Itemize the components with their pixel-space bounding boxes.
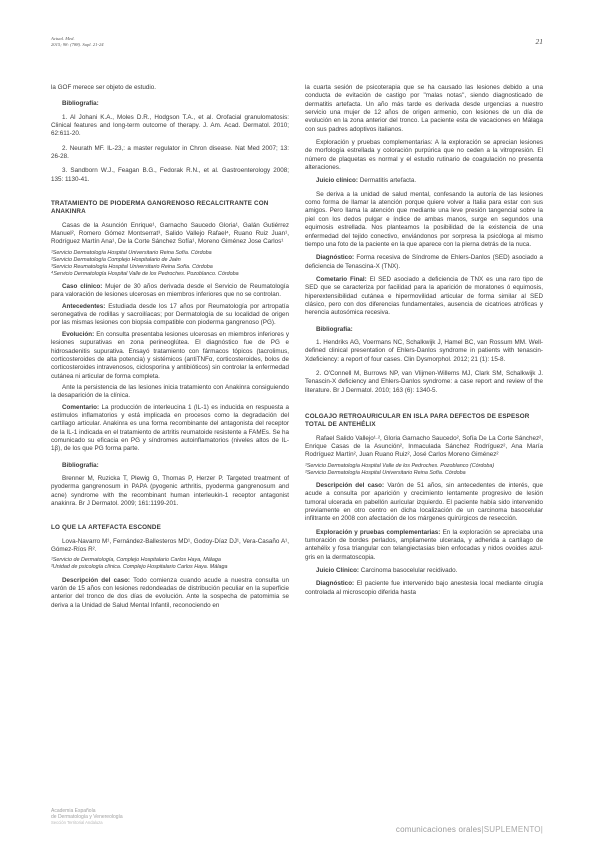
persistencia-paragraph: Ante la persistencia de las lesiones inicia tratamiento con Anakinra consiguiendo la desaparición de la clínica. [51,383,289,400]
running-header [51,36,104,47]
affiliation: ²Servicio Dermatología Hospital Universitario Reina Sofía. Córdoba [305,469,466,476]
page-number: 21 [535,37,543,46]
article-title: LO QUE LA ARTEFACTA ESCONDE [51,524,161,532]
juicio-paragraph: Juicio clínico: Dermatitis artefacta. [316,177,417,185]
footer-section-text: comunicaciones orales [395,825,482,834]
comentario-final-paragraph: Cometario Final: El SED asociado a deficiencia de TNX es una raro tipo de SED que se caracteriza por facilidad para la aparición de moratones ó equimosis, hiperextensibilidad cutánea e hipermovilidad articular de forma similar al SED clásico, pero con dos diferencias fundamentales, ausencia de cicatrices atróficas y herencia autosómica recesiva. [305,275,543,317]
reference: Brenner M, Ruzicka T, Plewig G, Thomas P, Herzer P. Targeted treatment of pyoderma gangrenosum in PAPA (pyogenic arthritis, pyoderma gangrenosum and acne) syndrome with the recombinant human interleukin-1 receptor antagonist anakinra. Br J Dermatol. 2009; 161:1199-201. [51,474,289,507]
section-lead: Comentario: [62,403,100,411]
section-lead: Juicio Clínico: [316,566,360,574]
footer-bracket: | [481,825,484,834]
right-column [305,84,543,600]
journal-volume: 2015; 98: (788). Supl. 21-24 [51,41,104,47]
section-lead: Antecedentes: [62,302,106,310]
section-lead: Diagnóstico: [316,580,355,588]
section-lead: Descripción del caso: [62,576,131,584]
article-authors: Rafael Salido Vallejo¹·², Gloria Garnacho Saucedo², Sofía De La Corte Sánchez², Enrique Casas de la Asunción², Inmaculada Sánchez Rodríguez², Ana María Rodríguez Martín², Juan Ruano Ruiz², José Carlos Moreno Giménez² [305,434,543,459]
section-lead: Exploración y pruebas complementarias: [316,528,441,536]
section-lead: Juicio clínico: [316,177,358,185]
descripcion-paragraph: Descripción del caso: Todo comienza cuando acude a nuestra consulta un varón de 15 años con lesiones redondeadas de distribución peculiar en la superficie anterior del tronco de dos días de evolución. Ante la sospecha de patomimia se deriva a la Unidad de Salud Mental Infantil, reconociendo en [51,576,290,609]
diagnostico-paragraph: Diagnóstico: El paciente fue intervenido bajo anestesia local mediante cirugía controlada al microscopio diferida hasta [305,580,543,596]
reference: 2. O'Connell M, Burrows NP, van Vlijmen-Willems MJ, Clark SM, Schalkwijk J. Tenascin-X deficiency and Ehlers-Danlos syndrome: a case report and review of the literature. Br J Dermatol. 2010; 163 (6): 1340-5. [305,369,543,394]
footer-academy-logo [51,808,123,827]
article-title: TRATAMIENTO DE PIODERMA GANGRENOSO RECALCITRANTE CON ANAKINRA [51,200,269,216]
exploracion-paragraph: Exploración y pruebas complementarias: En la exploración se apreciaba una tumoración de bordes perlados, ampliamente ulcerada, y adherida a cartílago de antehélix y fosa triangular con telangiectasias bien enfocadas y nidos ovoides azul-gris en la dermatoscopia. [305,528,543,561]
affiliation: ¹Servicio de Dermatología, Complejo Hospitalario Carlos Haya, Málaga [51,557,221,564]
footer-academy-line: Academia Española [51,808,96,814]
remitted-paragraph: Se deriva a la unidad de salud mental, confesando la autoría de las lesiones como forma de llamar la atención porque quiere volver a Italia para estar con sus amigos. Pero llama la atención que mediante una leve presión tangencial sobre la piel con los dedos pulgar e índice de ambas manos, surge en segundos una equimosis estrellada. Nos planteamos la posibilidad de la existencia de una enfermedad del tejido conectivo, enviándonos por sorpresa la psicóloga al mismo tiempo una foto de la paciente en la que aparece con la pierna detrás de la nuca. [305,190,543,248]
affiliation: ³Servicio Reumatología Hospital Universitario Reina Sofía. Córdoba [51,263,213,270]
section-lead: Cometario Final: [316,275,367,283]
affiliation: ¹Servicio Dermatología Hospital Universitario Reina Sofía. Córdoba [51,249,212,256]
exploracion-paragraph: Exploración y pruebas complementarias: A la exploración se aprecian lesiones de morfología estrellada y coloración purpúrica que no ceden a la vitropresión. El número de plaquetas es normal y el estudio rutinario de coagulación no presenta alteraciones. [305,139,543,172]
biblio-heading: Bibliografía: [62,100,99,108]
footer-section-label [396,825,543,834]
footer-academy-line: de Dermatología y Venereología [51,814,123,821]
article-title: COLGAJO RETROAURICULAR EN ISLA PARA DEFECTOS DE ESPESOR TOTAL DE ANTEHÉLIX [305,413,530,429]
section-lead: Diagnóstico: [316,254,355,262]
diagnostico-paragraph: Diagnóstico: Forma recesiva de Síndrome de Ehlers-Danlos (SED) asociado a deficiencia de Tenascina-X (TNX). [305,254,543,270]
footer-bracket: | [540,825,543,834]
affiliation: ²Servicio Dermatología Complejo Hospitalario de Jaén [51,256,181,263]
section-lead: Descripción del caso: [316,481,385,489]
reference: 1. Al Johani K.A., Moles D.R., Hodgson T.A., et al. Orofacial granulomatosis: Clinical features and long-term outcome of therapy. J. Am. Acad. Dermatol. 2010; 62:611-20. [51,113,289,138]
case-paragraph: Caso clínico: Mujer de 30 años derivada desde el Servicio de Reumatología para valoración de lesiones ulcerosas en miembros inferiores que no se controlan. [51,283,289,299]
intro-line: la GOF merece ser objeto de estudio. [51,84,156,91]
footer-supplement-badge: SUPLEMENTO [483,825,541,834]
affiliation: ⁴Servicio Dermatología Hospital Valle de los Pedroches. Pozoblanco. Córdoba [51,271,239,277]
article-authors: Casas de la Asunción Enrique¹, Garnacho Saucedo Gloria¹, Galán Gutiérrez Manuel², Romero Gómez Montserrat³, Salido Vallejo Rafael⁴, Ruano Ruiz Juan¹, Rodríguez Martín Ana¹, De la Corte Sánchez Sofía¹, Moreno Giménez Jose Carlos¹ [51,221,289,246]
reference: 3. Sandborn W.J., Feagan B.G., Fedorak R.N., et al. Gastroenterology 2008; 135: 1130-41. [51,167,289,183]
descripcion-paragraph: Descripción del caso: Varón de 51 años, sin antecedentes de interés, que acude a consulta por aparición y crecimiento lentamente progresivo de lesión tumoral ulcerada en pabellón auricular izquierdo. El paciente había sido intervenido previamente en otro centro en dicha localización de un carcinoma basocelular infiltrante en 2008 con afectación de los márgenes quirúrgicos de resección. [305,481,544,523]
reference: 1. Hendriks AG, Voermans NC, Schalkwijk J, Hamel BC, van Rossum MM. Well-defined clinical presentation of Ehlers-Danlos syndrome in patients with tenascin-Xdeficiency: a report of four cases. Clin Dysmorphol. 2012; 21 (1): 15-8. [305,338,543,363]
affiliation: ¹Servicio Dermatología Hospital Valle de los Pedroches. Pozoblanco (Córdoba) [305,462,495,469]
footer-academy-section: Sección Territorial Andaluza [51,820,103,826]
article-authors: Lova-Navarro M¹, Fernández-Ballesteros MD¹, Godoy-Díaz DJ¹, Vera-Casaño A¹, Gómez-Ríos R². [51,537,289,553]
journal-name: Actual. Med. [51,36,75,41]
section-lead: Caso clínico: [62,283,103,291]
reference: 2. Neurath MF. IL-23,: a master regulator in Chron disease. Nat Med 2007; 13: 26-28. [51,144,289,161]
biblio-heading: Bibliografía: [62,461,99,469]
comentario-paragraph: Comentario: La producción de interleucina 1 (IL-1) es inducida en respuesta a estímulos inflamatorios y está implicada en procesos como la degradación del cartílago articular. Anakinra es una forma recombinante del antagonista del receptor de la IL-1 indicada en el tratamiento de artritis reumatoide resistente a FAMEs. Se ha comunicado su eficacia en PG y síndromes autoinflamatorios (niveles altos de IL-1β), de los que PG forma parte. [51,403,289,453]
biblio-heading: Bibliografía: [316,325,353,333]
antecedentes-paragraph: Antecedentes: Estudiada desde los 17 años por Reumatología por artropatía seronegativa de rodillas y sacroilíacas; por Dermatología de su localidad de origen por las mismas lesiones con biopsia compatible con pioderma gangrenoso (PG). [51,302,289,327]
section-lead: Evolución: [62,330,95,338]
left-column [51,84,289,613]
affiliation: ²Unidad de psicología clínica. Complejo Hospitalario Carlos Haya. Málaga [51,564,228,571]
continuation-paragraph: la cuarta sesión de psicoterapia que se ha causado las lesiones debido a una conducta de evitación de castigo por "malas notas", siendo diagnosticado de dermatitis artefacta. Un año más tarde es derivada desde urgencias a nuestro servicio una mujer de 12 años de origen armenio, con lesiones de un día de evolución en la zona anterior del tronco. La paciente esta de vacaciones en Málaga con sus padres adoptivos italianos. [305,84,543,133]
juicio-paragraph: Juicio Clínico: Carcinoma basocelular recidivado. [316,566,458,574]
evolucion-paragraph: Evolución: En consulta presentaba lesiones ulcerosas en miembros inferiores y lesiones supurativas en zona perineoglútea. El diagnóstico fue de PG e hidrosadenitis supurativa. Ensayó tratamiento con fármacos tópicos (tacrolimus, corticosteroides de alta potencia) y sistémicos (antiTNFα, corticosteroides, bolos de corticosteroides intravenosos, ciclosporina y antibióticos) sin controlar la enfermedad cutánea ni articular de forma completa. [51,330,289,380]
